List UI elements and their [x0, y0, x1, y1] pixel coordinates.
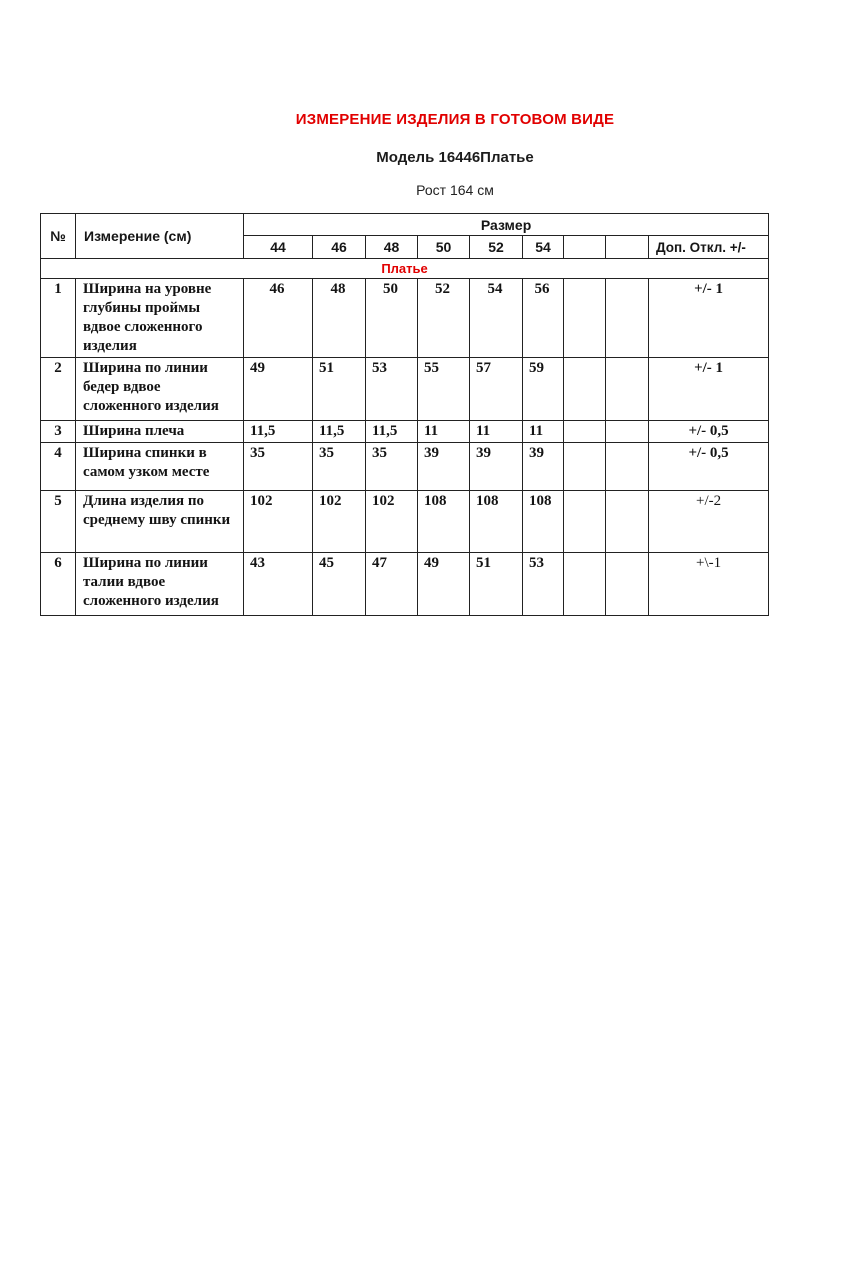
measurement-value: 54	[470, 279, 523, 358]
measurement-value: 43	[244, 553, 313, 616]
header-size-44: 44	[244, 236, 313, 259]
measurement-value: 49	[244, 358, 313, 421]
measurement-value	[564, 421, 606, 443]
measurement-value: 11,5	[313, 421, 366, 443]
measurement-value: 51	[313, 358, 366, 421]
measurement-value	[606, 358, 649, 421]
model-subtitle: Модель 16446Платье	[376, 149, 534, 166]
measurement-value: 35	[313, 443, 366, 491]
title-block	[101, 111, 809, 199]
measurement-value: 102	[244, 491, 313, 553]
measurement-value: 56	[523, 279, 564, 358]
header-size-48: 48	[366, 236, 418, 259]
measurement-value: 11	[523, 421, 564, 443]
measurement-value: 108	[523, 491, 564, 553]
row-number: 2	[41, 358, 76, 421]
measurement-value: 108	[418, 491, 470, 553]
measurement-value: 102	[313, 491, 366, 553]
table-row	[41, 421, 769, 443]
measurement-label: Ширина плеча	[76, 421, 244, 443]
tolerance-value: +/- 0,5	[649, 421, 769, 443]
measurement-value: 52	[418, 279, 470, 358]
header-tolerance: Доп. Откл. +/-	[649, 236, 769, 259]
table-row	[41, 358, 769, 421]
measurement-value	[606, 279, 649, 358]
measurement-value: 59	[523, 358, 564, 421]
measurement-label: Ширина на уровне глубины проймы вдвое сложенного изделия	[76, 279, 244, 358]
measurement-value: 50	[366, 279, 418, 358]
header-row-group	[41, 214, 769, 236]
measurement-value: 53	[366, 358, 418, 421]
measurement-label: Ширина по линии талии вдвое сложенного изделия	[76, 553, 244, 616]
tolerance-value: +/- 1	[649, 358, 769, 421]
measurement-value	[606, 443, 649, 491]
section-label: Платье	[41, 259, 769, 279]
measurement-value: 39	[523, 443, 564, 491]
height-note: Рост 164 см	[416, 182, 494, 198]
row-number: 3	[41, 421, 76, 443]
measurement-value: 57	[470, 358, 523, 421]
measurement-value: 11,5	[366, 421, 418, 443]
measurement-label: Ширина спинки в самом узком месте	[76, 443, 244, 491]
measurement-value	[564, 358, 606, 421]
table-row	[41, 443, 769, 491]
tolerance-value: +/- 1	[649, 279, 769, 358]
measurement-value: 102	[366, 491, 418, 553]
row-number: 6	[41, 553, 76, 616]
measurement-value	[606, 553, 649, 616]
measurement-value: 53	[523, 553, 564, 616]
measurement-value	[606, 421, 649, 443]
measurement-value: 108	[470, 491, 523, 553]
measurement-label: Длина изделия по среднему шву спинки	[76, 491, 244, 553]
row-number: 5	[41, 491, 76, 553]
measurement-value	[606, 491, 649, 553]
tolerance-value: +/-2	[649, 491, 769, 553]
measurement-value: 35	[244, 443, 313, 491]
document-title: ИЗМЕРЕНИЕ ИЗДЕЛИЯ В ГОТОВОМ ВИДЕ	[295, 111, 615, 128]
tolerance-value: +/- 0,5	[649, 443, 769, 491]
header-size-50: 50	[418, 236, 470, 259]
header-num: №	[41, 214, 76, 259]
measurement-value	[564, 491, 606, 553]
header-size-empty	[564, 236, 606, 259]
header-size-empty	[606, 236, 649, 259]
measurement-value: 55	[418, 358, 470, 421]
measurement-value: 39	[470, 443, 523, 491]
measurement-value	[564, 443, 606, 491]
measurement-value: 11	[470, 421, 523, 443]
measurements-table	[40, 213, 769, 616]
header-size-46: 46	[313, 236, 366, 259]
measurement-value: 49	[418, 553, 470, 616]
measurement-value	[564, 553, 606, 616]
table-row	[41, 491, 769, 553]
row-number: 4	[41, 443, 76, 491]
measurement-value: 47	[366, 553, 418, 616]
measurement-label: Ширина по линии бедер вдвое сложенного изделия	[76, 358, 244, 421]
row-number: 1	[41, 279, 76, 358]
measurement-value	[564, 279, 606, 358]
header-size-group: Размер	[244, 214, 769, 236]
table-row	[41, 553, 769, 616]
measurement-value: 46	[244, 279, 313, 358]
measurement-value: 39	[418, 443, 470, 491]
section-row	[41, 259, 769, 279]
measurement-value: 45	[313, 553, 366, 616]
header-size-52: 52	[470, 236, 523, 259]
header-size-54: 54	[523, 236, 564, 259]
table-row	[41, 279, 769, 358]
tolerance-value: +\-1	[649, 553, 769, 616]
measurement-value: 11	[418, 421, 470, 443]
measurement-value: 51	[470, 553, 523, 616]
measurement-value: 48	[313, 279, 366, 358]
measurement-value: 35	[366, 443, 418, 491]
header-measurement: Измерение (см)	[76, 214, 244, 259]
measurement-value: 11,5	[244, 421, 313, 443]
